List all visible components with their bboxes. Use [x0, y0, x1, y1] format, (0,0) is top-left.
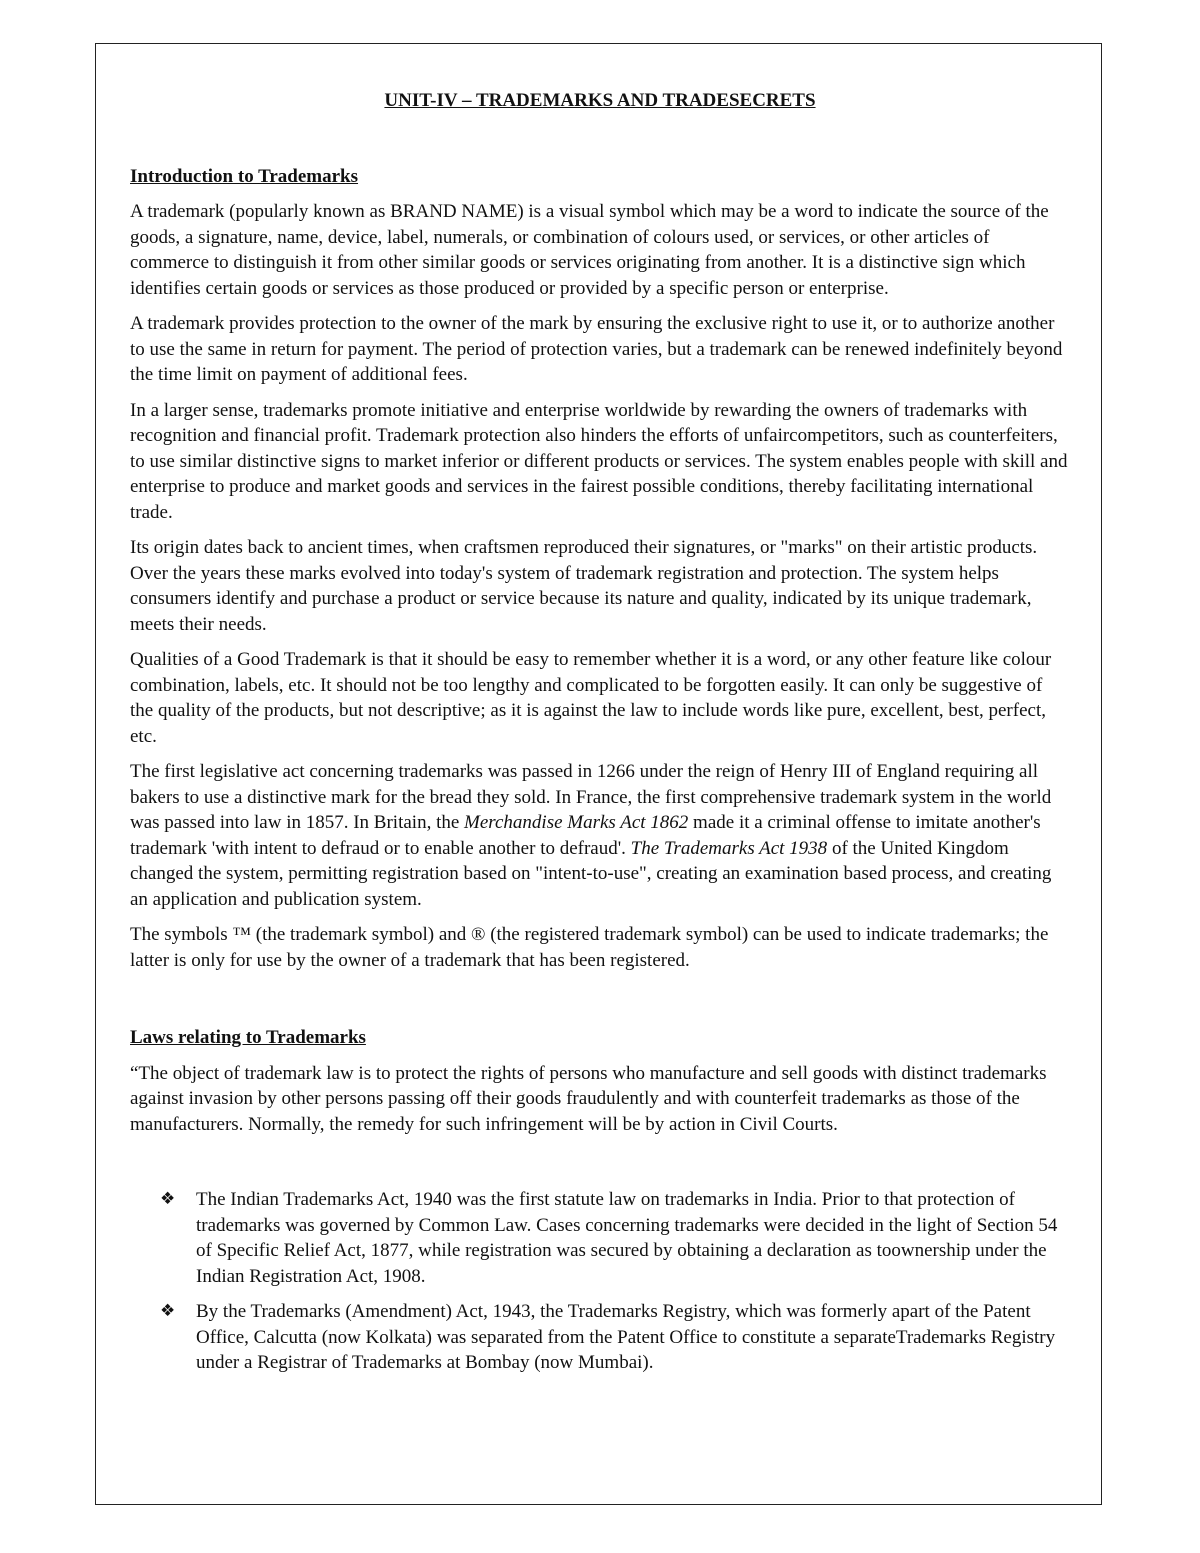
paragraph: A trademark (popularly known as BRAND NAME) is a visual symbol which may be a word to indicate the source of the goods, a signature, name, device, label, numerals, or combination of colours used, or services, or other articles of commerce to distinguish it from other similar goods or services originating from another. It is a distinctive sign which identifies certain goods or services as those produced or provided by a specific person or enterprise. [130, 201, 1049, 299]
diamond-bullet-icon: ❖ [160, 1301, 176, 1321]
history-italic-1: Merchandise Marks Act 1862 [464, 812, 689, 833]
history-text-2: made it a criminal offense to imitate another's trademark 'with intent to defraud or to enable another to defraud'. [130, 812, 1041, 859]
bullet-list [130, 1187, 1070, 1376]
section-heading-introduction: Introduction to Trademarks [130, 165, 359, 187]
history-text-3: of the United Kingdom changed the system, permitting registration based on "intent-to-use", creating an examination based process, and creating an application and publication system. [130, 837, 1052, 910]
list-item-text: The Indian Trademarks Act, 1940 was the first statute law on trademarks in India. Prior to that protection of trademarks was governed by Common Law. Cases concerning trademarks were decided in the light of Section 54 of Specific Relief Act, 1877, while registration was secured by obtaining a declaration as toownership under the Indian Registration Act, 1908. [196, 1189, 1058, 1287]
history-italic-2: The Trademarks Act 1938 [630, 837, 828, 859]
list-item-text: By the Trademarks (Amendment) Act, 1943, the Trademarks Registry, which was formerly apart of the Patent Office, Calcutta (now Kolkata) was separated from the Patent Office to constitute a separateTrademarks Registry under a Registrar of Trademarks at Bombay (now Mumbai). [196, 1301, 1056, 1373]
document-title: UNIT-IV – TRADEMARKS AND TRADESECRETS [384, 90, 816, 111]
section-introduction [130, 164, 1070, 974]
document-body [130, 88, 1070, 1386]
diamond-bullet-icon: ❖ [160, 1189, 176, 1209]
paragraph: “The object of trademark law is to protect the rights of persons who manufacture and sell goods with distinct trademarks against invasion by other persons passing off their goods fraudulently and with counterfeit trademarks as those of the manufacturers. Normally, the remedy for such infringement will be by action in Civil Courts. [130, 1062, 1047, 1135]
list-item [130, 1299, 1070, 1376]
section-heading-laws: Laws relating to Trademarks [130, 1027, 366, 1048]
paragraph-symbols: The symbols ™ (the trademark symbol) and ® (the registered trademark symbol) can be used to indicate trademarks; the latter is only for use by the owner of a trademark that has been registered. [130, 924, 1049, 971]
list-item [130, 1187, 1070, 1289]
paragraph: A trademark provides protection to the owner of the mark by ensuring the exclusive right to use it, or to authorize another to use the same in return for payment. The period of protection varies, but a trademark can be renewed indefinitely beyond the time limit on payment of additional fees. [130, 313, 1063, 385]
paragraph: In a larger sense, trademarks promote initiative and enterprise worldwide by rewarding the owners of trademarks with recognition and financial profit. Trademark protection also hinders the efforts of unfaircompetitors, such as counterfeiters, to use similar distinctive signs to market inferior or different products or services. The system enables people with skill and enterprise to produce and market goods and services in the fairest possible conditions, thereby facilitating international trade. [130, 399, 1068, 523]
history-text-1: The first legislative act concerning trademarks was passed in 1266 under the reign of Henry III of England requiring all bakers to use a distinctive mark for the bread they sold. In France, the first comprehensive trademark system in the world was passed into law in 1857. In Britain, the [130, 761, 1052, 833]
paragraph-history [130, 759, 1070, 912]
section-laws [130, 1025, 1070, 1376]
paragraph: Its origin dates back to ancient times, when craftsmen reproduced their signatures, or "marks" on their artistic products. Over the years these marks evolved into today's system of trademark registration and protection. The system helps consumers identify and purchase a product or service because its nature and quality, indicated by its unique trademark, meets their needs. [130, 537, 1038, 635]
paragraph: Qualities of a Good Trademark is that it should be easy to remember whether it is a word, or any other feature like colour combination, labels, etc. It should not be too lengthy and complicated to be forgotten easily. It can only be suggestive of the quality of the products, but not descriptive; as it is against the law to include words like pure, excellent, best, perfect, etc. [130, 649, 1052, 747]
